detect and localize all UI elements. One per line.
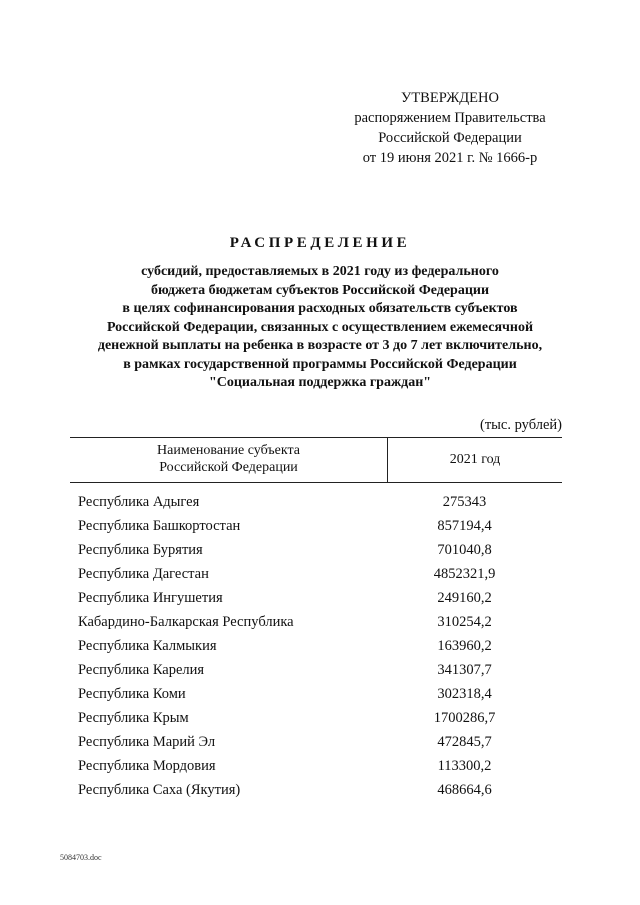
amount: 113300,2: [437, 757, 492, 774]
approval-heading: УТВЕРЖДЕНО: [401, 90, 499, 106]
region-name: Республика Дагестан: [78, 565, 209, 582]
amount: 472845,7: [437, 733, 492, 750]
amount: 857194,4: [437, 517, 492, 534]
region-name: Республика Калмыкия: [78, 637, 217, 654]
table-row: [78, 562, 562, 586]
approval-line: распоряжением Правительства: [354, 110, 546, 126]
document-title: РАСПРЕДЕЛЕНИЕ: [229, 235, 411, 251]
header-year: 2021 год: [449, 452, 501, 467]
table-row: [78, 682, 562, 706]
table-body: [78, 490, 562, 802]
unit-label: (тыс. рублей): [480, 417, 562, 433]
region-name: Республика Мордовия: [78, 757, 216, 774]
region-name: Республика Саха (Якутия): [78, 781, 241, 798]
header-region-name-line: Российской Федерации: [159, 460, 298, 475]
region-name: Республика Ингушетия: [78, 589, 223, 606]
amount: 163960,2: [437, 637, 492, 654]
subtitle-line: бюджета бюджетам субъектов Российской Федерации: [150, 282, 490, 298]
table-row: [78, 610, 562, 634]
table-row: [78, 706, 562, 730]
subtitle-line: "Социальная поддержка граждан": [208, 375, 432, 390]
table-row: [78, 586, 562, 610]
amount: 341307,7: [437, 661, 492, 678]
amount: 701040,8: [437, 541, 492, 558]
approval-block: [330, 88, 570, 168]
region-name: Республика Крым: [78, 709, 189, 726]
table-row: [78, 658, 562, 682]
header-region-name-line: Наименование субъекта: [157, 443, 300, 458]
region-name: Республика Коми: [78, 685, 186, 702]
amount: 4852321,9: [433, 565, 496, 582]
subtitle-line: в рамках государственной программы Российской Федерации: [123, 356, 517, 372]
table-header: [70, 437, 562, 483]
approval-date-line: от 19 июня 2021 г. № 1666-р: [362, 150, 538, 166]
table-row: [78, 754, 562, 778]
table-row: [78, 634, 562, 658]
amount: 468664,6: [437, 781, 492, 798]
region-name: Республика Марий Эл: [78, 733, 216, 750]
document-subtitle: [40, 263, 600, 393]
subtitle-line: денежной выплаты на ребенка в возрасте от 3 до 7 лет включительно,: [97, 338, 543, 353]
header-region-name: [70, 438, 388, 482]
region-name: Республика Адыгея: [78, 493, 200, 510]
footer-file-name: 5084703.doc: [60, 853, 102, 862]
table-row: [78, 730, 562, 754]
subtitle-line: субсидий, предоставляемых в 2021 году из федерального: [141, 264, 499, 279]
table-row: [78, 538, 562, 562]
amount: 275343: [442, 493, 487, 510]
region-name: Республика Бурятия: [78, 541, 203, 558]
amount: 302318,4: [437, 685, 492, 702]
subtitle-line: Российской Федерации, связанных с осуществлением ежемесячной: [106, 319, 534, 335]
approval-line: Российской Федерации: [378, 130, 522, 146]
table-row: [78, 778, 562, 802]
amount: 1700286,7: [433, 709, 496, 726]
amount: 249160,2: [437, 589, 492, 606]
subtitle-line: в целях софинансирования расходных обязательств субъектов: [122, 301, 518, 316]
region-name: Республика Башкортостан: [78, 517, 241, 534]
region-name: Кабардино-Балкарская Республика: [78, 613, 294, 630]
table-row: [78, 490, 562, 514]
amount: 310254,2: [437, 613, 492, 630]
table-row: [78, 514, 562, 538]
region-name: Республика Карелия: [78, 661, 205, 678]
